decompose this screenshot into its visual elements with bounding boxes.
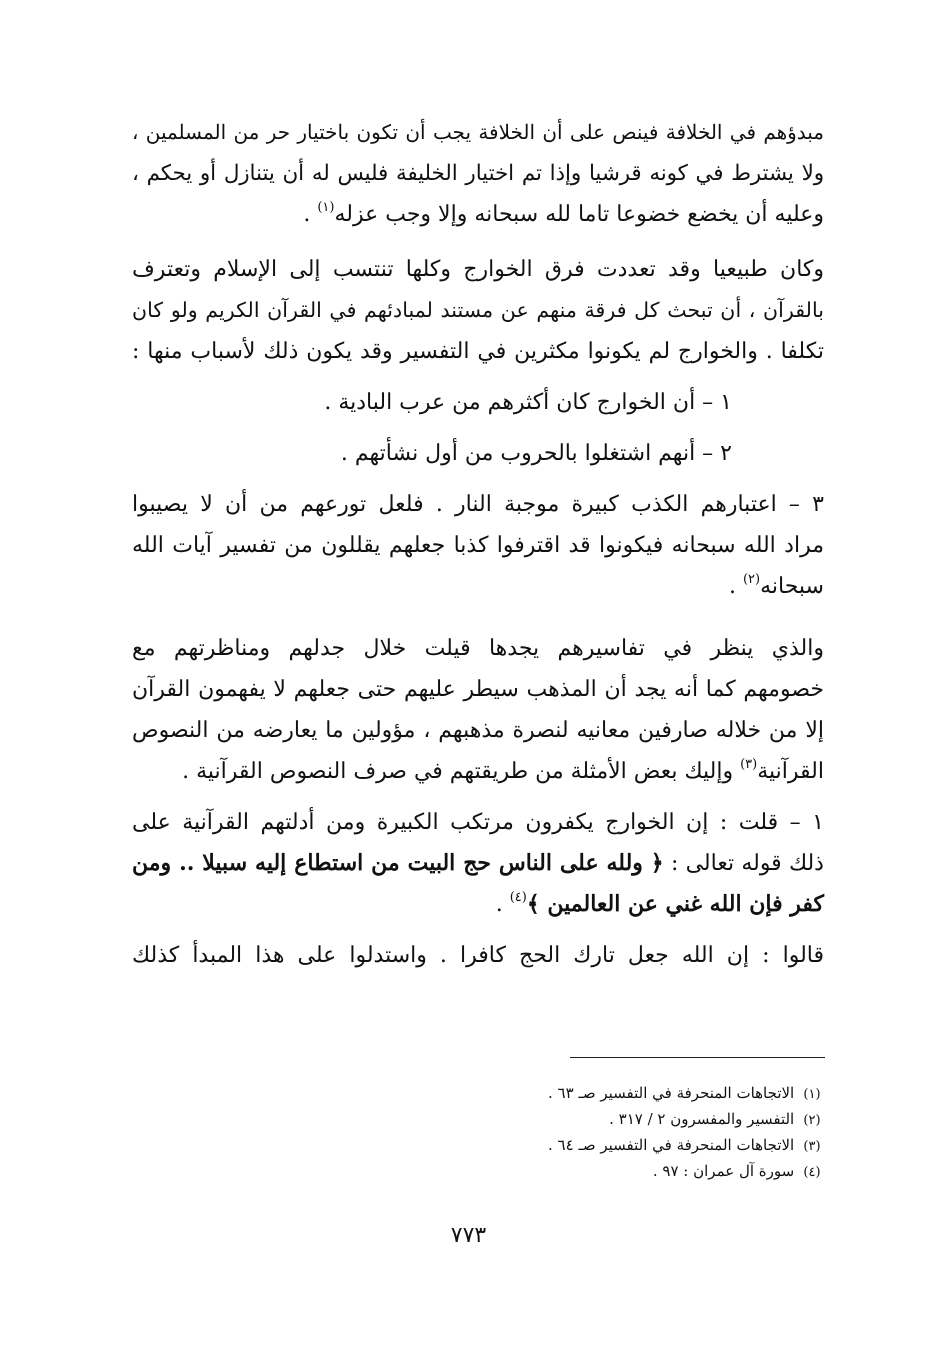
page-number: ٧٧٣ — [450, 1223, 487, 1248]
paragraph-3 — [132, 484, 824, 607]
text-fragment: . — [495, 892, 503, 917]
footnote-divider — [570, 1057, 825, 1058]
text-line — [132, 843, 824, 884]
paragraph-2 — [132, 249, 824, 372]
text-fragment: سبحانه — [760, 574, 824, 599]
text-fragment: ذلك قوله تعالى : — [663, 851, 824, 876]
paragraph-gap — [132, 235, 824, 249]
footnote-number: (٢) — [803, 1113, 821, 1128]
list-item: ١ – أن الخوارج كان أكثرهم من عرب البادية . — [324, 390, 732, 415]
footnote-reference: (١) — [317, 200, 335, 215]
paragraph-gap — [132, 925, 824, 935]
text-fragment: . — [728, 574, 736, 599]
paragraph-gap — [132, 372, 824, 382]
footnote — [400, 1081, 825, 1107]
text-line: بالقرآن ، أن تبحث كل فرقة منهم عن مستند لمبادئهم في القرآن الكريم ولو كان — [132, 298, 824, 322]
list-item: ٢ – أنهم اشتغلوا بالحروب من أول نشأتهم . — [340, 441, 732, 466]
text-line: إلا من خلاله صارفين معانيه لنصرة مذهبهم ، مؤولين ما يعارضه من النصوص — [132, 718, 824, 743]
footnote-reference: (٣) — [740, 757, 758, 772]
text-line: مبدؤهم في الخلافة فينص على أن الخلافة يجب أن تكون باختيار حر من المسلمين ، — [132, 120, 824, 144]
text-fragment: وعليه أن يخضع خضوعا تاما لله سبحانه وإلا وجب عزله — [334, 202, 824, 227]
quran-verse: ﴿ ولله على الناس حج البيت من استطاع إليه سبيلا .. ومن — [132, 850, 664, 876]
footnote-number: (٤) — [803, 1165, 821, 1180]
reasons-list — [132, 382, 824, 474]
text-line: قالوا : إن الله جعل تارك الحج كافرا . واستدلوا على هذا المبدأ كذلك — [132, 943, 824, 968]
main-text — [132, 112, 824, 976]
paragraph-5 — [132, 802, 824, 925]
paragraph-4 — [132, 628, 824, 792]
footnote-reference: (٢) — [742, 572, 761, 587]
footnote-text: الاتجاهات المنحرفة في التفسير صـ ٦٤ . — [548, 1136, 795, 1154]
footnote-text: التفسير والمفسرون ٢ / ٣١٧ . — [609, 1110, 795, 1128]
text-line — [132, 194, 824, 235]
paragraph-gap — [132, 474, 824, 484]
footnote-number: (١) — [803, 1087, 821, 1102]
paragraph-1 — [132, 112, 824, 235]
footnote-text: الاتجاهات المنحرفة في التفسير صـ ٦٣ . — [548, 1084, 795, 1102]
footnote-reference: (٤) — [509, 890, 527, 905]
text-fragment: . — [303, 202, 311, 227]
footnote — [400, 1159, 825, 1185]
footnote — [400, 1107, 825, 1133]
paragraph-gap — [132, 792, 824, 802]
text-fragment: القرآنية — [757, 759, 824, 784]
paragraph-6 — [132, 935, 824, 976]
paragraph-gap — [132, 607, 824, 628]
text-line: والذي ينظر في تفاسيرهم يجدها قيلت خلال جدلهم ومناظرتهم مع — [132, 636, 824, 661]
footnote — [400, 1133, 825, 1159]
text-line: وكان طبيعيا وقد تعددت فرق الخوارج وكلها تنتسب إلى الإسلام وتعترف — [132, 257, 824, 282]
footnote-number: (٣) — [803, 1139, 821, 1154]
text-line: تكلفا . والخوارج لم يكونوا مكثرين في التفسير وقد يكون ذلك لأسباب منها : — [132, 339, 824, 364]
footnotes — [400, 1081, 825, 1185]
quran-verse: كفر فإن الله غني عن العالمين ﴾ — [526, 891, 824, 917]
text-line: خصومهم كما أنه يجد أن المذهب سيطر عليهم حتى جعلهم لا يفهمون القرآن — [132, 677, 824, 702]
text-line — [132, 751, 824, 792]
text-line: ٣ – اعتبارهم الكذب كبيرة موجبة النار . فلعل تورعهم من أن لا يصيبوا — [132, 492, 824, 517]
text-line — [132, 566, 824, 607]
text-line: مراد الله سبحانه فيكونوا قد اقترفوا كذبا جعلهم يقللون من تفسير آيات الله — [132, 533, 824, 558]
footnote-text: سورة آل عمران : ٩٧ . — [652, 1162, 795, 1180]
text-line: ولا يشترط في كونه قرشيا وإذا تم اختيار الخليفة فليس له أن يتنازل أو يحكم ، — [132, 161, 824, 186]
item-gap — [132, 423, 824, 433]
text-line: ١ – قلت : إن الخوارج يكفرون مرتكب الكبيرة ومن أدلتهم القرآنية على — [132, 810, 824, 835]
text-fragment: وإليك بعض الأمثلة من طريقتهم في صرف النصوص القرآنية . — [182, 759, 734, 784]
text-line — [132, 884, 824, 925]
